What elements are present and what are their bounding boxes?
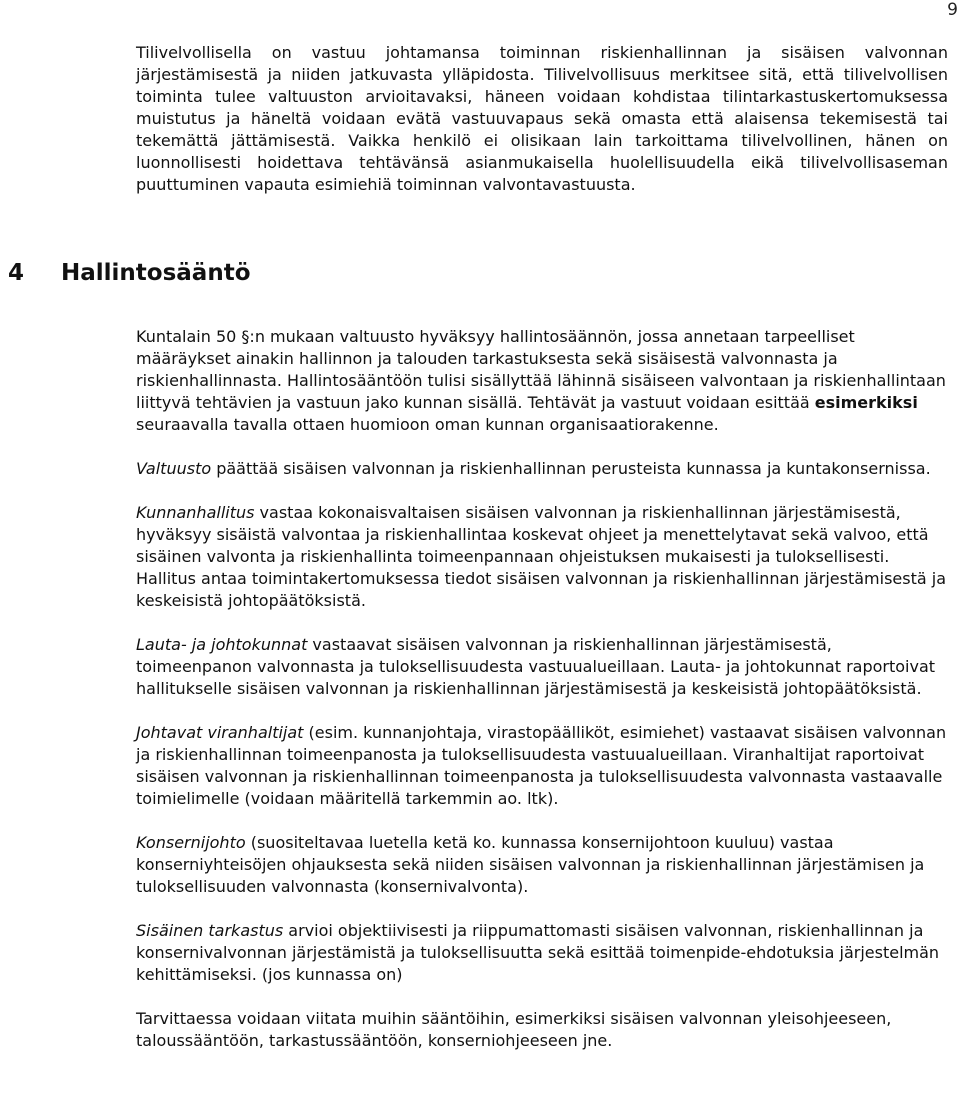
page-number: 9	[947, 0, 958, 20]
italic-term: Kunnanhallitus	[136, 503, 255, 522]
paragraph-lautakunnat	[136, 634, 948, 700]
section-title: Hallintosääntö	[61, 260, 251, 286]
paragraph-text: vastaavat sisäisen valvonnan ja riskienhallinnan järjestämisestä, toimeenpanon valvonnasta ja tuloksellisuudesta vastuualueillaan. Lauta- ja johtokunnat raportoivat hallitukselle sisäisen valvonnan ja riskienhallinnan järjestämisestä ja keskeisistä johtopäätöksistä.	[136, 635, 936, 698]
italic-term: Konsernijohto	[136, 833, 246, 852]
italic-term: Valtuusto	[136, 459, 212, 478]
paragraph-text: seuraavalla tavalla ottaen huomioon oman kunnan organisaatiorakenne.	[136, 415, 719, 434]
paragraph-kuntalain	[136, 326, 948, 436]
paragraph-text: (suositeltavaa luetella ketä ko. kunnassa konsernijohtoon kuuluu) vastaa konserniyhteisöjen ohjauksesta sekä niiden sisäisen valvonnan ja riskienhallinnan järjestämisen ja tuloksellisuuden valvonnasta (konsernivalvonta).	[136, 833, 925, 896]
paragraph-text: Kuntalain 50 §:n mukaan valtuusto hyväksyy hallintosäännön, jossa annetaan tarpeelliset määräykset ainakin hallinnon ja talouden tarkastuksesta sekä sisäisestä valvonnasta ja riskienhallinnasta. Hallintosääntöön tulisi sisällyttää lähinnä sisäiseen valvontaan ja riskienhallintaan liittyvä tehtävien ja vastuun jako kunnan sisällä. Tehtävät ja vastuut voidaan esittää	[136, 327, 946, 412]
paragraph-johtavat	[136, 722, 948, 810]
paragraph-text: päättää sisäisen valvonnan ja riskienhallinnan perusteista kunnassa ja kuntakonsernissa.	[211, 459, 931, 478]
paragraph-text: (esim. kunnanjohtaja, virastopäälliköt, esimiehet) vastaavat sisäisen valvonnan ja riskienhallinnan toimeenpanosta ja tuloksellisuudesta vastuualueillaan. Viranhaltijat raportoivat sisäisen valvonnan ja riskienhallinnan toimeenpanosta ja tuloksellisuudesta valvonnasta vastaavalle toimielimelle (voidaan määritellä tarkemmin ao. ltk).	[136, 723, 947, 808]
bold-term: esimerkiksi	[814, 393, 918, 412]
section-body	[136, 326, 948, 1052]
italic-term: Johtavat viranhaltijat	[136, 723, 304, 742]
italic-term: Sisäinen tarkastus	[136, 921, 284, 940]
paragraph-tarvittaessa: Tarvittaessa voidaan viitata muihin sääntöihin, esimerkiksi sisäisen valvonnan yleisohjeeseen, taloussääntöön, tarkastussääntöön, konserniohjeeseen jne.	[136, 1009, 892, 1050]
intro-paragraph: Tilivelvollisella on vastuu johtamansa toiminnan riskienhallinnan ja sisäisen valvonnan järjestämisestä ja niiden jatkuvasta ylläpidosta. Tilivelvollisuus merkitsee sitä, että tilivelvollisen toiminta tulee valtuuston arvioitavaksi, häneen voidaan kohdistaa tilintarkastuskertomuksessa muistutus ja häneltä voidaan evätä vastuuvapaus sekä omasta että alaisensa tekemisestä tai tekemättä jättämisestä. Vaikka henkilö ei olisikaan lain tarkoittama tilivelvollinen, hänen on luonnollisesti hoidettava tehtävänsä asianmukaisella huolellisuudella eikä tilivelvollisaseman puuttuminen vapauta esimiehiä toiminnan valvontavastuusta.	[136, 43, 948, 194]
section-number: 4	[8, 260, 25, 286]
intro-block	[136, 42, 948, 196]
italic-term: Lauta- ja johtokunnat	[136, 635, 308, 654]
section-heading	[8, 258, 908, 288]
paragraph-konsernijohto	[136, 832, 948, 898]
paragraph-kunnanhallitus	[136, 502, 948, 612]
paragraph-sisainen-tarkastus	[136, 920, 948, 986]
paragraph-valtuusto	[136, 458, 948, 480]
paragraph-text: arvioi objektiivisesti ja riippumattomasti sisäisen valvonnan, riskienhallinnan ja konsernivalvonnan järjestämistä ja tuloksellisuutta sekä esittää toimenpide-ehdotuksia järjestelmän kehittämiseksi. (jos kunnassa on)	[136, 921, 940, 984]
paragraph-text: vastaa kokonaisvaltaisen sisäisen valvonnan ja riskienhallinnan järjestämisestä, hyväksyy sisäistä valvontaa ja riskienhallintaa koskevat ohjeet ja menettelytavat sekä valvoo, että sisäinen valvonta ja riskienhallinta toimeenpannaan ohjeistuksen mukaisesti ja tuloksellisesti. Hallitus antaa toimintakertomuksessa tiedot sisäisen valvonnan ja riskienhallinnan järjestämisestä ja keskeisistä johtopäätöksistä.	[136, 503, 946, 610]
